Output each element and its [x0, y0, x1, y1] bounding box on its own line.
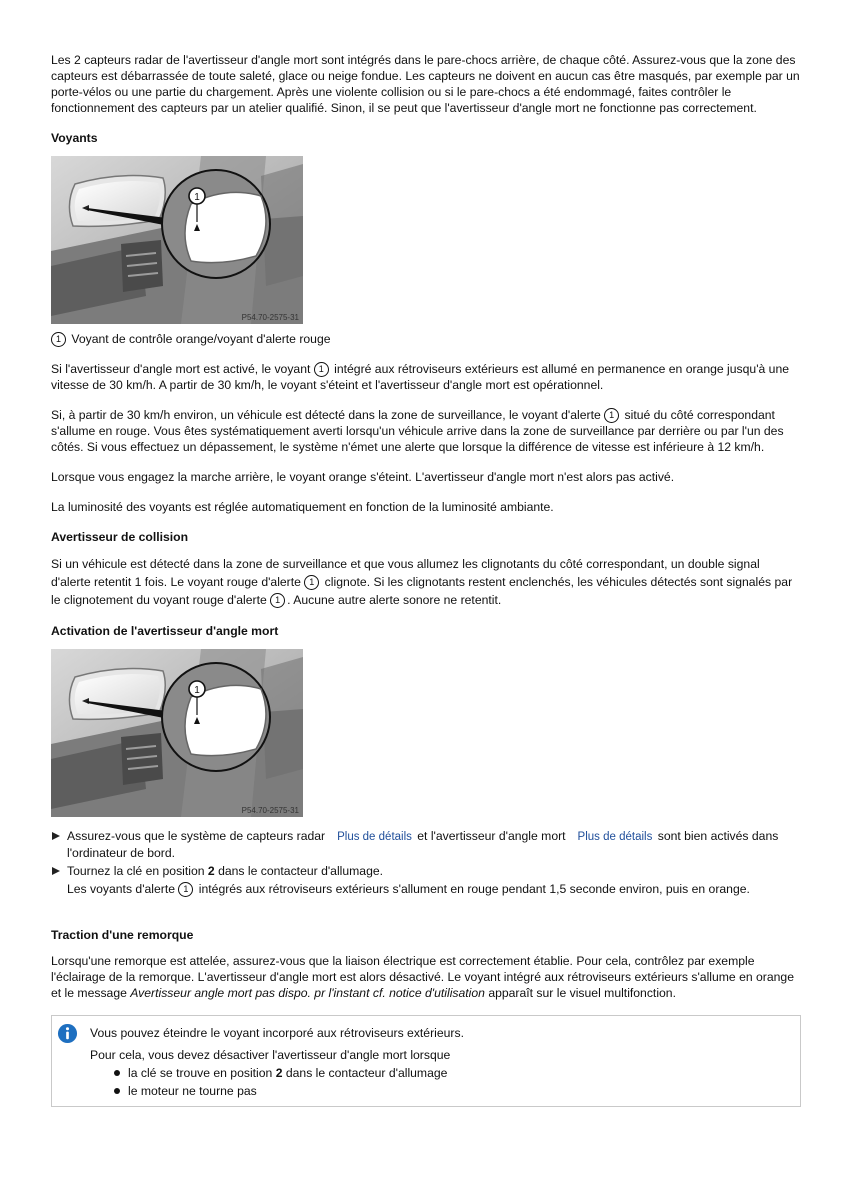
callout-1-icon: 1	[304, 575, 319, 590]
caption-text: Voyant de contrôle orange/voyant d'alerte rouge	[71, 332, 331, 346]
voyants-paragraph-2: Si, à partir de 30 km/h environ, un véhicule est détecté dans la zone de surveillance, le voyant d'alerte 1 situé du côté correspondant s'allume en rouge. Vous êtes systématiquement averti lorsqu'un véhicule arrive dans la zone de surveillance par derrière ou par l'un des côtés. Si vous effectuez un dépassement, le système n'émet une alerte que lorsque la différence de vitesse est inférieure à 12 km/h.	[51, 408, 784, 454]
callout-1-icon: 1	[178, 882, 193, 897]
voyants-paragraph-1: Si l'avertisseur d'angle mort est activé, le voyant 1 intégré aux rétroviseurs extérieurs est allumé en permanence en orange jusqu'à une vitesse de 30 km/h. A partir de 30 km/h, le voyant s'éteint et l'avertisseur d'angle mort est opérationnel.	[51, 362, 790, 392]
heading-voyants: Voyants	[51, 131, 98, 145]
activation-steps	[51, 828, 801, 897]
figure-caption	[51, 331, 801, 347]
note-bullet-2: le moteur ne tourne pas	[90, 1082, 790, 1100]
callout-1-icon: 1	[604, 408, 619, 423]
mirror-activation-figure	[51, 649, 303, 817]
collision-paragraph: Si un véhicule est détecté dans la zone de surveillance et que vous allumez les clignotants du côté correspondant, un double signal d'alerte retentit 1 fois. Le voyant rouge d'alerte 1 clignote. Si les clignotants restent enclenchés, les véhicules détectés sont signalés par le clignotement du voyant rouge d'alerte 1 . Aucune autre alerte sonore ne retentit.	[51, 557, 793, 607]
details-link-blind-spot[interactable]: Plus de détails	[577, 831, 653, 843]
details-link-radar[interactable]: Plus de détails	[337, 831, 412, 843]
step-2: Tournez la clé en position 2 dans le contacteur d'allumage.	[51, 863, 801, 879]
step-1: Assurez-vous que le système de capteurs radar Plus de détails et l'avertisseur d'angle mort Plus de détails sont bien activés dans l'ordinateur de bord.	[51, 828, 801, 861]
heading-remorque: Traction d'une remorque	[51, 928, 194, 942]
step-arrow-icon	[52, 867, 60, 875]
callout-1-icon: 1	[270, 593, 285, 608]
step-2-result: Les voyants d'alerte 1 intégrés aux rétroviseurs extérieurs s'allument en rouge pendant 1,5 seconde environ, puis en orange.	[67, 882, 750, 896]
voyants-paragraph-4: La luminosité des voyants est réglée automatiquement en fonction de la luminosité ambiante.	[51, 500, 554, 514]
mirror-indicator-figure	[51, 156, 303, 324]
intro-paragraph: Les 2 capteurs radar de l'avertisseur d'angle mort sont intégrés dans le pare-chocs arrière, de chaque côté. Assurez-vous que la zone des capteurs est débarrassée de toute saleté, glace ou neige fondue. Les capteurs ne doivent en aucun cas être masqués, par exemple par un porte-vélos ou une partie du chargement. Après une violente collision ou si le pare-chocs a été endommagé, faites contrôler le fonctionnement des capteurs par un atelier qualifié. Sinon, il se peut que l'avertisseur d'angle mort ne fonctionne pas correctement.	[51, 53, 800, 115]
callout-1-icon: 1	[314, 362, 329, 377]
document-page	[51, 52, 801, 1107]
heading-activation: Activation de l'avertisseur d'angle mort	[51, 624, 279, 638]
voyants-paragraph-3: Lorsque vous engagez la marche arrière, le voyant orange s'éteint. L'avertisseur d'angle mort n'est alors pas activé.	[51, 470, 675, 484]
note-bullet-1: la clé se trouve en position 2 dans le contacteur d'allumage	[90, 1064, 790, 1082]
note-line-2: Pour cela, vous devez désactiver l'avertisseur d'angle mort lorsque	[90, 1048, 451, 1062]
step-arrow-icon	[52, 832, 60, 840]
remorque-paragraph: Lorsqu'une remorque est attelée, assurez-vous que la liaison électrique est correctement établie. Pour cela, contrôlez par exemple l'éclairage de la remorque. L'avertisseur d'angle mort est alors désactivé. Le voyant intégré aux rétroviseurs extérieurs s'allume en orange et le message Avertisseur angle mort pas dispo. pr l'instant cf. notice d'utilisation apparaît sur le visuel multifonction.	[51, 954, 794, 1000]
heading-collision: Avertisseur de collision	[51, 530, 189, 544]
note-line-1: Vous pouvez éteindre le voyant incorporé aux rétroviseurs extérieurs.	[90, 1026, 464, 1040]
info-note	[51, 1015, 801, 1107]
callout-1-icon: 1	[51, 332, 66, 347]
info-icon	[57, 1023, 78, 1044]
